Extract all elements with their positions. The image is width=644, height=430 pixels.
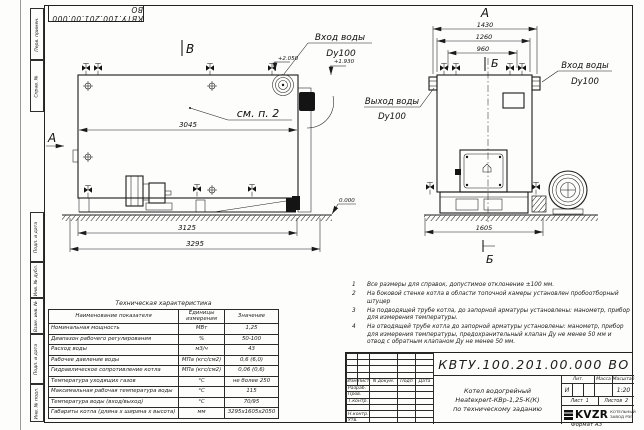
lifting-eye-icon [207, 81, 217, 91]
mass-value [594, 384, 612, 397]
valve-icon [206, 64, 214, 76]
kvzr-logo-icon [564, 410, 573, 420]
inlet-front-dn: Dy100 [571, 77, 599, 87]
frame-field-label: Подп. и дата [34, 343, 40, 375]
boiler-base [440, 192, 528, 213]
valve-icon [440, 64, 448, 76]
top-valves-side [82, 64, 276, 76]
row-value: 115 [225, 387, 279, 398]
drain-valve-icon [426, 183, 434, 195]
scale-header: Масштаб [612, 377, 635, 382]
dim-960: 960 [476, 45, 490, 53]
fan [549, 171, 587, 214]
boiler-body-side [78, 75, 298, 198]
rev-header-list: Лист [357, 379, 369, 385]
row-unit: МПа (кгс/см2) [179, 355, 225, 366]
note-item [352, 291, 630, 306]
outlet-front-dn: Dy100 [378, 112, 406, 122]
row-value: 0,06 (0,6) [225, 366, 279, 377]
product-name-line3: по техническому заданию [453, 405, 542, 413]
table-row [49, 355, 279, 366]
row-unit: % [179, 334, 225, 345]
drain-valve-icon [532, 183, 540, 195]
table-row [49, 334, 279, 345]
inlet-front-label: Вход воды [561, 61, 609, 71]
lifting-eye-icon [83, 81, 93, 91]
cell [583, 384, 594, 397]
scale-value: 1:20 [612, 384, 634, 397]
product-name-line1: Котел водогрейный [463, 387, 532, 395]
table-row [49, 366, 279, 377]
note-item [352, 324, 630, 347]
rear-door [299, 92, 315, 111]
cell [415, 417, 433, 423]
tech-table-title: Техническая характеристика [115, 300, 212, 307]
role-utv: Утв. [346, 417, 369, 423]
valve-icon [82, 64, 90, 76]
frame-field-label: Подп. и дата [34, 221, 40, 253]
dim-1430: 1430 [476, 21, 494, 29]
view-b-label: В [186, 42, 195, 56]
valve-icon [506, 64, 514, 76]
sheet-label: Лист [570, 398, 583, 404]
inlet-side-label: Вход воды [314, 33, 366, 43]
furnace-door [455, 150, 507, 192]
table-row [49, 387, 279, 398]
valve-icon [94, 64, 102, 76]
row-unit: МПа (кгс/см2) [179, 366, 225, 377]
note-number: 4 [352, 324, 356, 331]
rev-header-ndoc: N докум. [369, 378, 397, 385]
row-name: Гидравлическое сопротивление котла [49, 366, 179, 377]
frame-field-label: Справ. № [34, 74, 40, 98]
doc-number: КВТУ.100.201.00.000 ВО [433, 353, 634, 376]
row-unit: °С [179, 397, 225, 408]
row-name: Диапазон рабочего регулирования [49, 334, 179, 345]
drain-valve-icon [84, 186, 92, 198]
dim-3125: 3125 [178, 224, 196, 232]
cell [369, 417, 397, 423]
dim-3045: 3045 [179, 121, 197, 129]
kvzr-logo-text: KVZR [575, 409, 609, 421]
fan-duct [532, 196, 546, 212]
rev-header-izm: Изм [347, 379, 357, 385]
inspection-opening [503, 93, 524, 108]
door-handle [483, 164, 491, 172]
note-number: 3 [352, 307, 356, 314]
row-value: 70/95 [225, 397, 279, 408]
role-prov: Пров. [346, 391, 369, 397]
burner-unit [126, 176, 172, 210]
row-unit: °С [179, 387, 225, 398]
note-text: На отводящей трубе котла до запорной арматуры установлены: манометр, прибор для измерения температуры, предохранительный клапан Ду не менее 50 мм и отвод с обратным клапаном Ду не менее 50 мм. [367, 324, 624, 346]
valve-icon [518, 64, 526, 76]
note-item [352, 282, 630, 290]
view-a-side-label: А [48, 131, 57, 145]
table-row [49, 345, 279, 356]
door-hinge [455, 169, 461, 175]
side-bracket [73, 150, 78, 162]
frame-field-label: Инв. № дубл. [34, 264, 40, 296]
see-note-label: см. п. 2 [236, 107, 280, 120]
frame-field-podp-data-2 [30, 334, 44, 384]
lifting-eye-icon [207, 185, 217, 195]
table-row [49, 408, 279, 419]
note-number: 2 [352, 291, 356, 298]
inlet-side-dn: Dy100 [326, 49, 356, 59]
row-name: Рабочее давление воды [49, 355, 179, 366]
ground-hatch-side [62, 215, 332, 221]
company-line2: ЗАВОД РЭП [610, 414, 634, 419]
notes-list [352, 282, 630, 348]
valve-icon [452, 64, 460, 76]
revision-grid [346, 353, 433, 424]
header-value: Значение [225, 310, 279, 324]
sheet-row [561, 397, 634, 406]
row-name: Номинальная мощность [49, 324, 179, 335]
role-razrab: Разраб. [346, 385, 369, 391]
header-unit: Единицы измерения [179, 310, 225, 324]
row-name: Габариты котла (длина х ширина х высота) [49, 408, 179, 419]
motor [149, 183, 165, 203]
lit-value: И [561, 384, 572, 397]
tech-table-grid [48, 309, 279, 419]
note-text: На подводящей трубе котла, до запорной арматуры установлены: манометр, прибор для измерения температуры. [367, 307, 630, 322]
row-value: 43 [225, 345, 279, 356]
tech-table [48, 300, 279, 419]
row-value: 0,6 (6,0) [225, 355, 279, 366]
outlet-front-label: Выход воды [364, 97, 420, 107]
cell [397, 417, 415, 423]
product-name-line2: Heatexpert-КВр-1,25-К(К) [455, 396, 540, 404]
sheet-cell [561, 397, 598, 406]
title-block [345, 352, 636, 423]
level-2050: +2.050 [277, 56, 299, 62]
section-b-bottom-label: Б [486, 253, 494, 266]
dim-1605: 1605 [475, 224, 493, 232]
sheets-label: Листов [604, 398, 623, 404]
mass-header: Масса [594, 376, 612, 384]
row-value: 50-100 [225, 334, 279, 345]
row-unit: мм [179, 408, 225, 419]
sheets-value: 2 [625, 398, 629, 404]
section-b-top-label: Б [491, 57, 499, 70]
inlet-flange-front [532, 77, 540, 90]
lit-value-row [561, 384, 634, 397]
row-value: 1,25 [225, 324, 279, 335]
row-name: Расход воды [49, 345, 179, 356]
lifting-eye-icon [83, 152, 93, 162]
row-unit: МВт [179, 324, 225, 335]
table-row [49, 397, 279, 408]
rev-header-data: Дата [415, 378, 433, 385]
row-name: Температура уходящих газов [49, 376, 179, 387]
drain-valve-icon [193, 185, 201, 197]
dim-1260: 1260 [475, 33, 493, 41]
view-a-front-label: А [480, 6, 490, 20]
row-name: Максимальная рабочая температура воды [49, 387, 179, 398]
row-unit: °С [179, 376, 225, 387]
note-number: 1 [352, 282, 356, 288]
product-name [433, 376, 561, 424]
front-view [364, 6, 612, 266]
row-value: не более 250 [225, 376, 279, 387]
note-text: Все размеры для справок, допустимое отклонение ±100 мм. [367, 282, 555, 288]
level-1930: +1.930 [333, 59, 355, 65]
dim-3295: 3295 [186, 240, 204, 248]
doc-number-stamp-text: КВТУ.100.201.00.000 ВО [51, 4, 143, 23]
frame-field-inv-podl [30, 384, 44, 422]
note-item [352, 308, 630, 323]
role-tkontr: Т.контр. [348, 398, 368, 404]
rev-header-podp: Подп [397, 378, 415, 385]
format-label: Формат А3 [570, 422, 603, 428]
frame-field-label: Инв. № подл. [34, 387, 40, 419]
role-nkontr: Н.контр. [348, 411, 369, 417]
header-name: Наименование показателя [49, 310, 179, 324]
table-row [49, 376, 279, 387]
sheet-value: 1 [585, 398, 589, 404]
company-name [610, 410, 636, 420]
sheets-cell [598, 397, 635, 406]
side-view [46, 33, 372, 252]
table-row [49, 324, 279, 335]
outlet-flange-front [429, 77, 437, 90]
frame-field-vzam-inv [30, 298, 44, 334]
cell [572, 384, 583, 397]
row-value: 3295х1605х2050 [225, 408, 279, 419]
level-zero: 0.000 [339, 198, 355, 204]
frame-field-label: Взам. инв. № [34, 300, 40, 332]
table-header-row [49, 310, 279, 324]
skid-frame [79, 198, 296, 212]
lit-header-row [561, 376, 634, 384]
drain-valve-icon [248, 185, 256, 197]
row-name: Температура воды (вход/выход) [49, 397, 179, 408]
row-unit: м3/ч [179, 345, 225, 356]
note-text: На боковой стенке котла в области топочной камеры установлен пробоотборный штуцер [367, 291, 619, 305]
ground-hatch-front [424, 215, 598, 221]
frame-field-label: Перв. примен. [34, 16, 40, 52]
company-line1: КОТЕЛЬНЫЙ [610, 409, 636, 415]
inlet-flange-side [273, 75, 294, 96]
lit-header: Лит. [561, 376, 594, 384]
